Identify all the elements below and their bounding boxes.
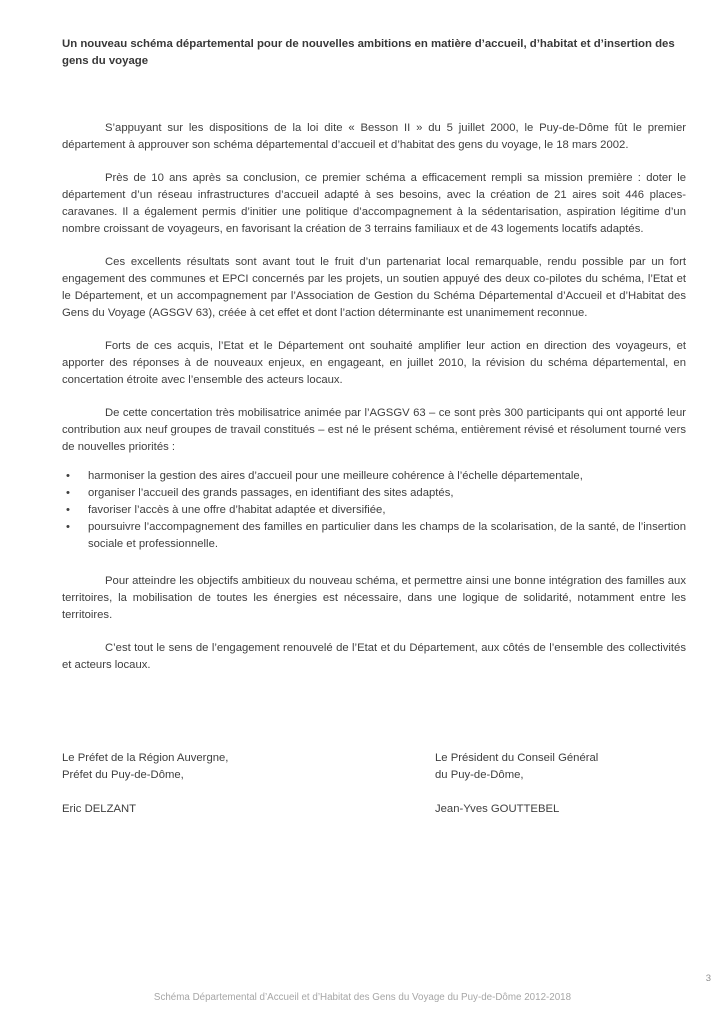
- list-item-text: organiser l’accueil des grands passages, en identifiant des sites adaptés,: [88, 487, 454, 499]
- signature-role-line: Le Président du Conseil Général: [435, 752, 599, 764]
- paragraph-partenariat: Ces excellents résultats sont avant tout le fruit d’un partenariat local remarquable, rendu possible par un fort engagement des communes et EPCI concernés par les projets, un soutien appuyé des deux co-pilotes du schéma, l’Etat et le Département, et un accompagnement par l’Association de Gestion du Schéma Départemental d’Accueil et d’Habitat des Gens du Voyage (AGSGV 63), créée à cet effet et dont l’action déterminante est unanimement reconnue.: [62, 256, 686, 319]
- bullet-icon: •: [66, 487, 70, 499]
- page-number: 3: [705, 973, 711, 984]
- list-item-text: favoriser l’accès à une offre d’habitat adaptée et diversifiée,: [88, 504, 386, 516]
- signature-name: Eric DELZANT: [62, 803, 137, 815]
- signature-role-line: du Puy-de-Dôme,: [435, 769, 524, 781]
- paragraph-engagement: C’est tout le sens de l’engagement renouvelé de l’Etat et du Département, aux côtés de l’ensemble des collectivités et acteurs locaux.: [62, 642, 686, 671]
- paragraph-revision: Forts de ces acquis, l’Etat et le Département ont souhaité amplifier leur action en direction des voyageurs, et apporter des réponses à de nouveaux enjeux, en engageant, en juillet 2010, la révision du schéma départemental, en concertation étroite avec l’ensemble des acteurs locaux.: [62, 340, 686, 386]
- list-item-text: poursuivre l’accompagnement des familles en particulier dans les champs de la scolarisation, de la santé, de l’insertion sociale et professionnelle.: [88, 521, 686, 550]
- signature-role-line: Préfet du Puy-de-Dôme,: [62, 769, 184, 781]
- list-item-poursuivre: [62, 519, 686, 553]
- bullet-icon: •: [66, 504, 70, 516]
- signature-president: [435, 750, 686, 818]
- document-heading: Un nouveau schéma départemental pour de nouvelles ambitions en matière d’accueil, d’habitat et d’insertion des gens du voyage: [62, 38, 675, 67]
- paragraph-concertation: De cette concertation très mobilisatrice animée par l’AGSGV 63 – ce sont près 300 participants qui ont apporté leur contribution aux neuf groupes de travail constitués – est né le présent schéma, entièrement révisé et résolument tourné vers de nouvelles priorités :: [62, 407, 686, 453]
- list-item-organiser: [62, 485, 686, 502]
- signature-name: Jean-Yves GOUTTEBEL: [435, 803, 560, 815]
- signature-role-line: Le Préfet de la Région Auvergne,: [62, 752, 229, 764]
- bullet-icon: •: [66, 521, 70, 533]
- page-content: [62, 36, 686, 690]
- signature-prefet: [62, 750, 435, 818]
- bullet-icon: •: [66, 470, 70, 482]
- paragraph-besson: S’appuyant sur les dispositions de la loi dite « Besson II » du 5 juillet 2000, le Puy-de-Dôme fût le premier département à approuver son schéma départemental d’accueil et d’habitat des gens du voyage, le 18 mars 2002.: [62, 122, 686, 151]
- list-item-text: harmoniser la gestion des aires d’accueil pour une meilleure cohérence à l’échelle départementale,: [88, 470, 583, 482]
- paragraph-objectifs: Pour atteindre les objectifs ambitieux du nouveau schéma, et permettre ainsi une bonne intégration des familles aux territoires, la mobilisation de toutes les énergies est nécessaire, dans une logique de solidarité, notamment entre les territoires.: [62, 575, 686, 621]
- priorities-list: [62, 468, 686, 553]
- signature-block: [62, 750, 686, 818]
- list-item-favoriser: [62, 502, 686, 519]
- list-item-harmoniser: [62, 468, 686, 485]
- paragraph-bilan: Près de 10 ans après sa conclusion, ce premier schéma a efficacement rempli sa mission première : doter le département d’un réseau infrastructures d’accueil adapté à ses besoins, avec la création de 21 aires soit 446 places-caravanes. Il a également permis d’initier une politique d’accompagnement à la sédentarisation, aspiration légitime d’un nombre croissant de voyageurs, en favorisant la création de 3 terrains familiaux et de 43 logements locatifs adaptés.: [62, 172, 686, 235]
- footer-document-title: Schéma Départemental d’Accueil et d’Habitat des Gens du Voyage du Puy-de-Dôme 2012-2018: [153, 992, 572, 1003]
